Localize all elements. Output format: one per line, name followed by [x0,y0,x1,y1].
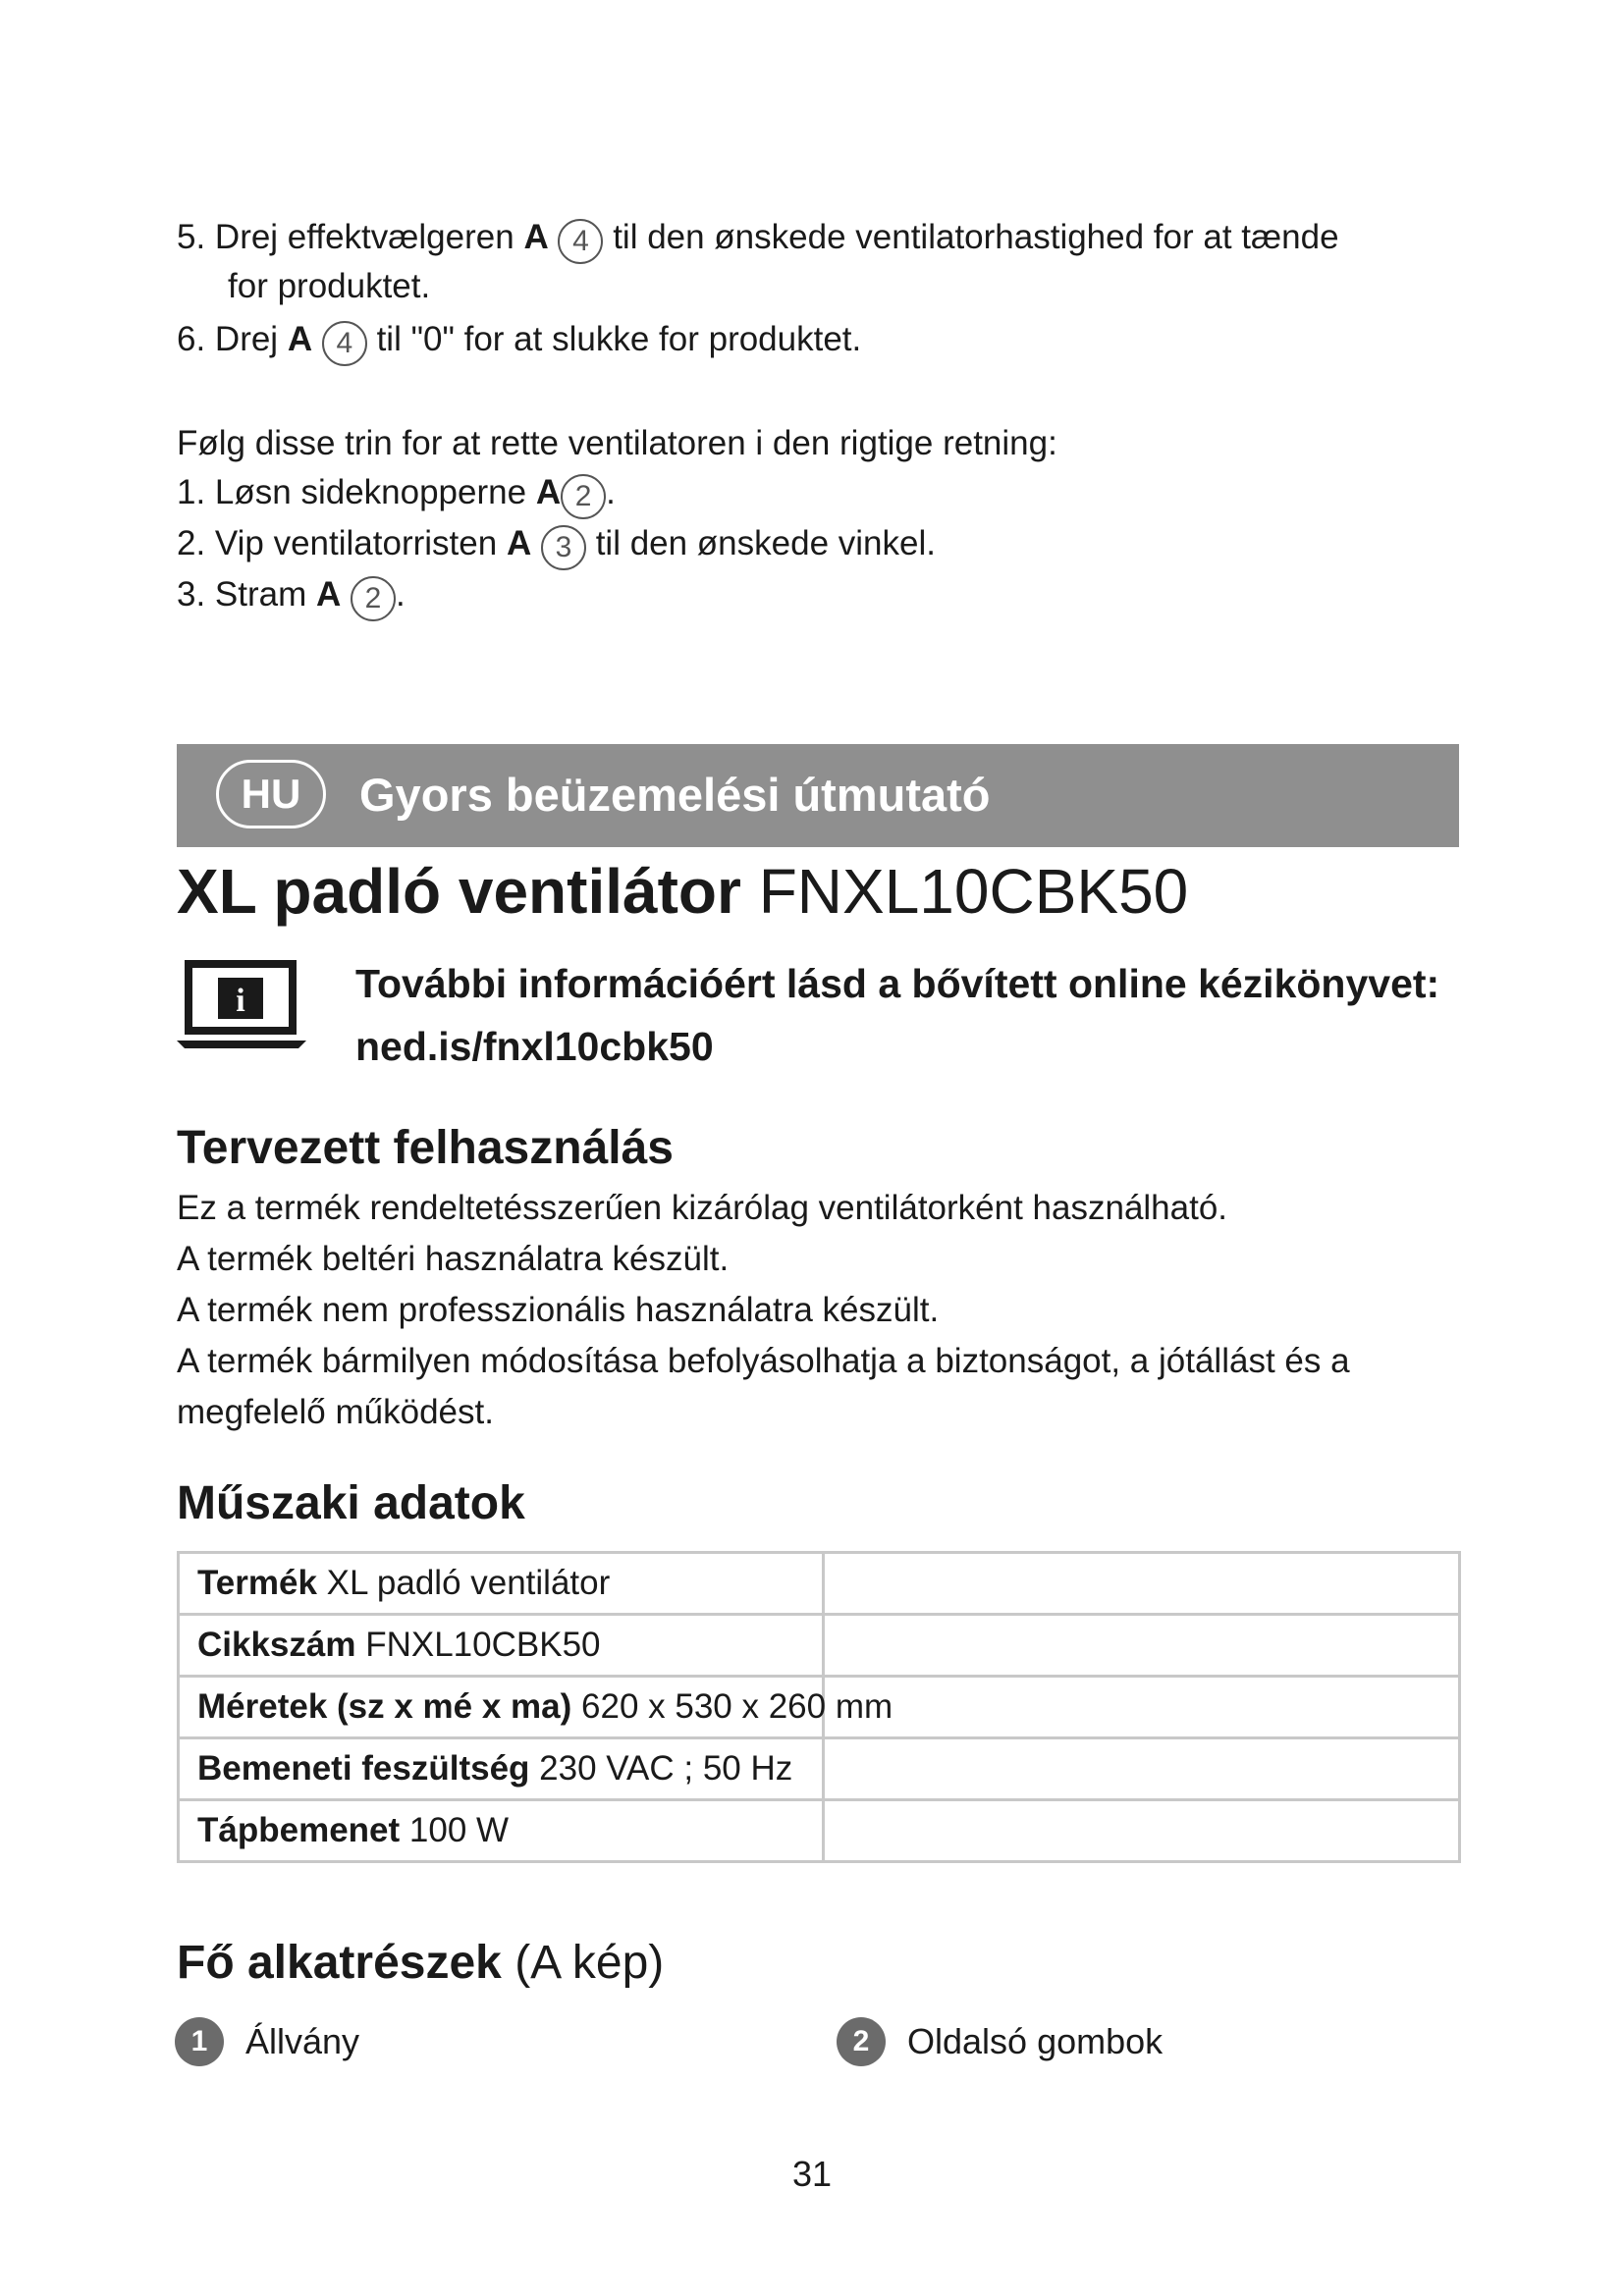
laptop-info-icon [175,960,308,1052]
callout-2-icon: 2 [561,474,606,519]
intended-use-text: Ez a termék rendeltetésszerűen kizárólag ventilátorként használható. A termék beltéri használatra készült. A termék nem professzionális használatra készült. A termék bármilyen módosítása befolyásolhatja a biztonságot, a jótállást és a megfelelő működést. [177,1189,1350,1431]
specs-table [177,1551,1461,1863]
product-title: XL padló ventilátor FNXL10CBK50 [177,856,1189,927]
danish-step-5: 5. Drej effektvælgeren A 4 til den ønskede ventilatorhastighed for at tænde [177,216,1339,264]
danish-step-6: 6. Drej A 4 til "0" for at slukke for produktet. [177,318,861,366]
language-badge: HU [216,760,326,828]
svg-text:i: i [236,983,245,1019]
danish-step-1: 1. Løsn sideknopperne A 2 . [177,471,616,519]
page-number: 31 [791,2154,833,2194]
danish-step-5-cont: for produktet. [228,267,431,305]
specs-heading: Műszaki adatok [177,1477,525,1529]
number-2-icon: 2 [837,2017,886,2066]
callout-2-icon: 2 [351,576,396,621]
intended-use-heading: Tervezett felhasználás [177,1122,674,1174]
parts-heading: Fő alkatrészek (A kép) [177,1937,665,1989]
part-item-2: 2 Oldalsó gombok [837,2012,1163,2069]
danish-follow-intro: Følg disse trin for at rette ventilatoren i den rigtige retning: [177,424,1057,462]
table-row: Bemeneti feszültség 230 VAC ; 50 Hz [179,1738,1460,1800]
manual-info: További információért lásd a bővített online kézikönyvet: ned.is/fnxl10cbk50 [355,952,1439,1078]
callout-3-icon: 3 [541,525,586,570]
danish-step-3: 3. Stram A 2 . [177,573,406,621]
table-row: Tápbemenet 100 W [179,1800,1460,1862]
manual-link[interactable]: ned.is/fnxl10cbk50 [355,1024,714,1069]
danish-step-2: 2. Vip ventilatorristen A 3 til den ønskede vinkel. [177,522,936,570]
table-row: Cikkszám FNXL10CBK50 [179,1615,1460,1677]
banner-title: Gyors beüzemelési útmutató [359,769,991,821]
section-banner [177,744,1459,847]
callout-4-icon: 4 [322,321,367,366]
callout-4-icon: 4 [558,219,603,264]
table-row: Méretek (sz x mé x ma) 620 x 530 x 260 mm [179,1677,1460,1738]
table-row: Termék XL padló ventilátor [179,1553,1460,1615]
number-1-icon: 1 [175,2017,224,2066]
part-item-1: 1 Állvány [175,2012,359,2069]
